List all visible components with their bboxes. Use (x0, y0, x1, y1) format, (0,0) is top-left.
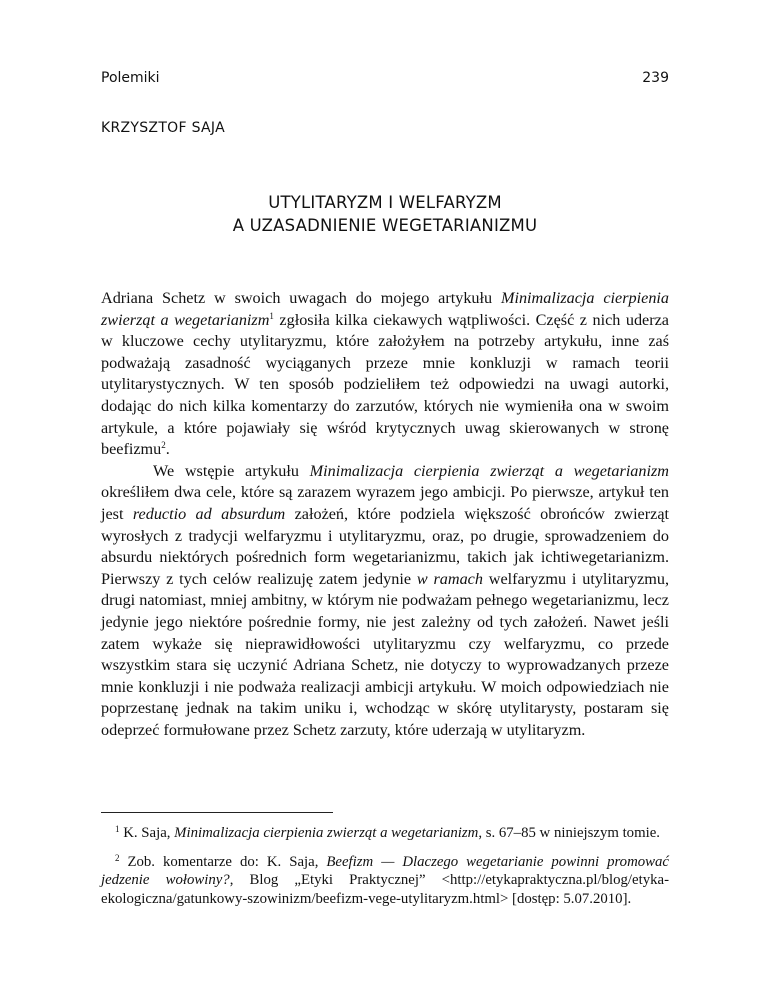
article-body (101, 288, 669, 741)
footnote-ref-1: 1 (269, 310, 274, 321)
footnote-mark: 2 (115, 852, 120, 863)
italic-phrase: w ramach (416, 569, 483, 588)
text-run: określiłem dwa cele, które są zarazem wyrazem jego ambicji. Po pierwsze, artykuł ten jest (101, 483, 669, 523)
text-run: zgłosiła kilka ciekawych wątpliwości. Część z nich uderza w kluczowe cechy utylitaryzmu, które założyłem na potrzeby artykułu, inne zaś podważają zasadność wyciąganych przeze mnie konkluzji w ramach teorii utylitarystycznych. W ten sposób podzieliłem też odpowiedzi na uwagi autorki, dodając do nich kilka komentarzy do zarzutów, których nie wymieniła ona w swoim artykule, a które pojawiały się wśród krytycznych uwag skierowanych w stronę beefizmu (101, 310, 669, 459)
footnote-2 (101, 853, 669, 909)
text-run: Adriana Schetz w swoich uwagach do mojego artykułu (101, 289, 501, 307)
article-title (101, 191, 669, 237)
author-name: KRZYSZTOF SAJA (101, 120, 225, 136)
footnote-divider (101, 812, 333, 813)
paragraph-2 (101, 461, 669, 742)
footnotes (101, 824, 669, 918)
footnote-1 (101, 824, 669, 843)
footnote-ref-2: 2 (161, 440, 166, 451)
italic-title: Minimalizacja cierpienia zwierząt a wegetarianizm (174, 825, 479, 841)
italic-title: Beefizm — Dlaczego wegetarianie powinni promować jedzenie wołowiny? (101, 853, 669, 889)
text-run: . (165, 440, 170, 459)
text-run: welfaryzmu i utylitaryzmu, drugi natomiast, mniej ambitny, w którym nie podważam pełnego wegetarianizmu, lecz jedynie jego niektóre pośrednie formy, nie jest zależny od tych założeń. Nawet jeśli zatem wykaże się nieprawidłowości utylitaryzmu czy welfaryzmu, co przede wszystkim stara się uczynić Adriana Schetz, nie dotyczy to wyprowadzanych przeze mnie konkluzji i nie podważa realizacji ambicji artykułu. W moich odpowiedziach nie poprzestanę jednak na takim uniku i, wchodząc w skórę utylitarysty, postaram się odeprzeć formułowane przez Schetz zarzuty, które uderzają w utylitaryzm. (101, 569, 669, 739)
running-header (101, 70, 669, 92)
paragraph-1 (101, 288, 669, 461)
section-name: Polemiki (101, 70, 160, 86)
text-run: We wstępie artykułu (153, 461, 310, 480)
footnote-mark: 1 (115, 824, 120, 834)
text-run: , Blog „Etyki Praktycznej” <http://etykapraktyczna.pl/blog/etyka-ekologiczna/gatunkowy-szowinizm/beefizm-vege-utylitaryzm.html> [dostęp: 5.07.2010]. (101, 872, 669, 907)
page-number: 239 (642, 70, 669, 86)
title-line-1: UTYLITARYZM I WELFARYZM (268, 193, 502, 212)
italic-phrase: reductio ad absurdum (132, 504, 286, 523)
italic-title: Minimalizacja cierpienia zwierząt a wegetarianizm (101, 289, 669, 329)
text-run: K. Saja, (119, 825, 175, 841)
italic-title: Minimalizacja cierpienia zwierząt a wegetarianizm (309, 461, 669, 480)
title-line-2: A UZASADNIENIE WEGETARIANIZMU (232, 216, 538, 235)
text-run: , s. 67–85 w niniejszym tomie. (478, 825, 660, 841)
text-run: założeń, które podziela większość obrońców zwierząt wyrosłych z tradycji welfaryzmu i utylitaryzmu, oraz, po drugie, sprowadzeniem do absurdu niektórych pośrednich form wegetarianizmu, takich jak ichtiwegetarianizm. Pierwszy z tych celów realizuję zatem jedynie (101, 504, 670, 588)
text-run: Zob. komentarze do: K. Saja, (119, 853, 327, 870)
